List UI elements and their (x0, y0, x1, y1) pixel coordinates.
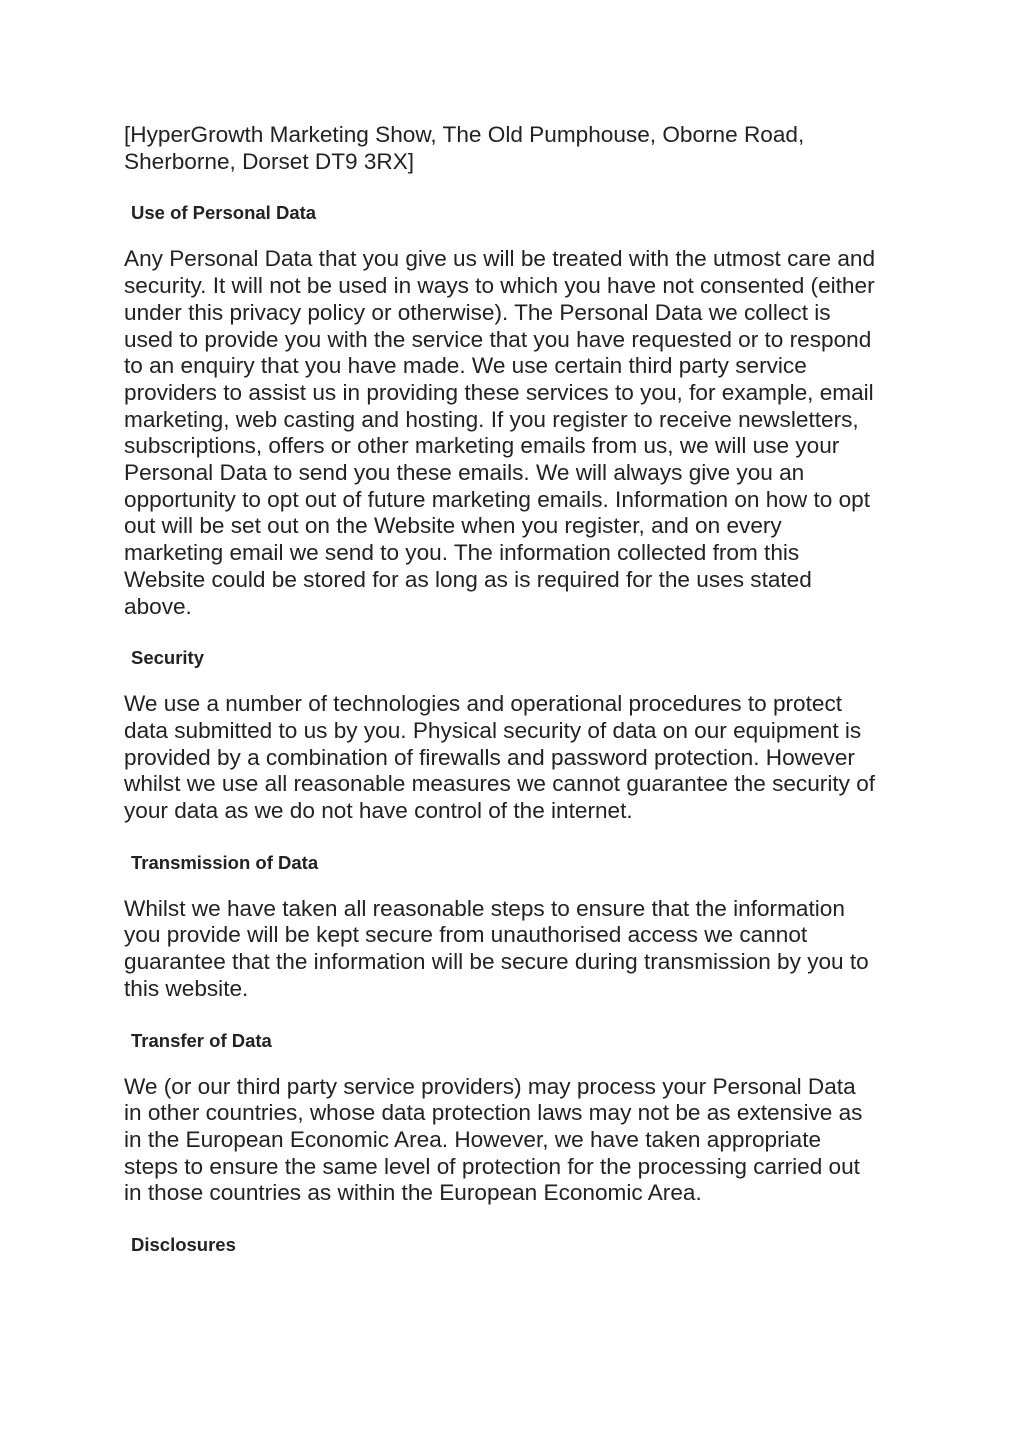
document-page (124, 122, 914, 1257)
paragraph-use-of-personal-data: Any Personal Data that you give us will be treated with the utmost care and security. It will not be used in ways to which you have not consented (either under this privacy policy or otherwise). The Personal Data we collect is used to provide you with the service that you have requested or to respond to an enquiry that you have made. We use certain third party service providers to assist us in providing these services to you, for example, email marketing, web casting and hosting. If you register to receive newsletters, subscriptions, offers or other marketing emails from us, we will use your Personal Data to send you these emails. We will always give you an opportunity to opt out of future marketing emails. Information on how to opt out will be set out on the Website when you register, and on every marketing email we send to you. The information collected from this Website could be stored for as long as is required for the uses stated above. (124, 246, 876, 619)
paragraph-security: We use a number of technologies and operational procedures to protect data submitted to us by you. Physical security of data on our equipment is provided by a combination of firewalls and password protection. However whilst we use all reasonable measures we cannot guarantee the security of your data as we do not have control of the internet. (124, 691, 876, 824)
heading-use-of-personal-data: Use of Personal Data (131, 202, 317, 224)
address-paragraph: [HyperGrowth Marketing Show, The Old Pumphouse, Oborne Road, Sherborne, Dorset DT9 3RX] (124, 122, 805, 174)
paragraph-transmission-of-data: Whilst we have taken all reasonable steps to ensure that the information you provide will be kept secure from unauthorised access we cannot guarantee that the information will be secure during transmission by you to this website. (124, 895, 869, 1001)
paragraph-transfer-of-data: We (or our third party service providers) may process your Personal Data in other countries, whose data protection laws may not be as extensive as in the European Economic Area. However, we have taken appropriate steps to ensure the same level of protection for the processing carried out in those countries as within the European Economic Area. (124, 1073, 863, 1206)
heading-security: Security (131, 647, 205, 669)
heading-transmission-of-data: Transmission of Data (131, 851, 319, 873)
heading-disclosures: Disclosures (131, 1234, 236, 1256)
heading-transfer-of-data: Transfer of Data (131, 1029, 272, 1051)
